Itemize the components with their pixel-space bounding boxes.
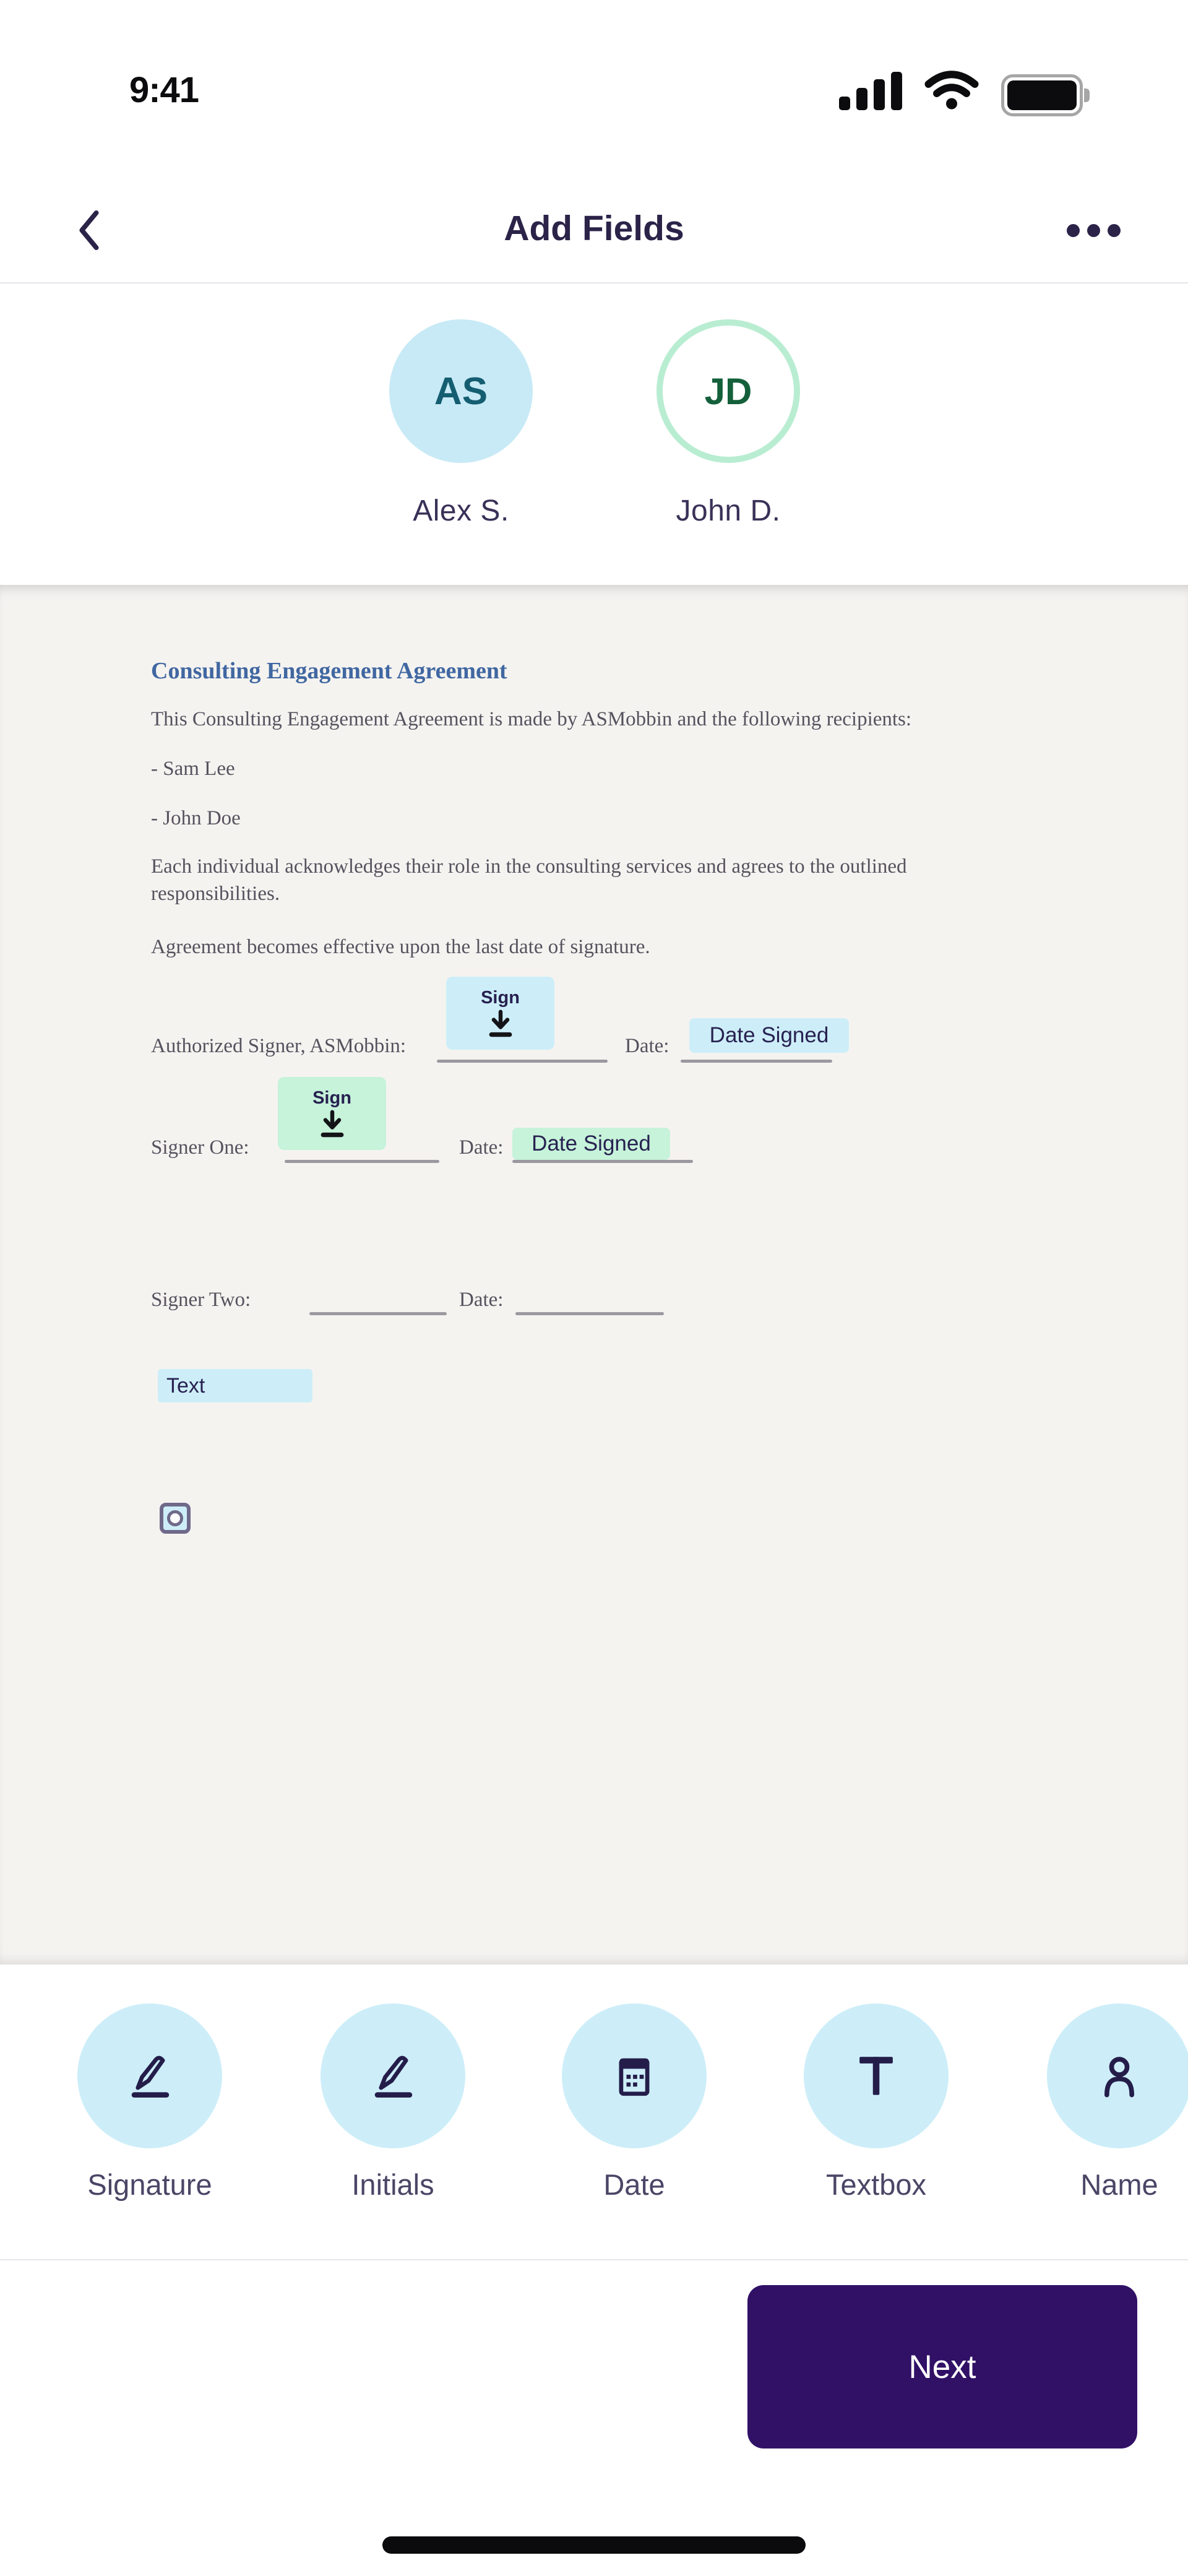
document-list-item: - John Doe: [151, 807, 241, 829]
date-signed-field-blue[interactable]: Date Signed: [689, 1018, 849, 1053]
home-indicator[interactable]: [382, 2536, 806, 2554]
recipient-avatar-alex[interactable]: [389, 319, 533, 463]
tool-signature-button[interactable]: [77, 2003, 222, 2148]
tool-label-textbox: Textbox: [826, 2168, 926, 2201]
document-paragraph: Agreement becomes effective upon the last date of signature.: [151, 936, 650, 958]
tool-name-button[interactable]: [1047, 2003, 1188, 2148]
signature-field-green[interactable]: Sign: [278, 1077, 386, 1150]
date-label: Date:: [459, 1136, 504, 1159]
letter-t-icon: [846, 2046, 906, 2106]
document-paragraph: Each individual acknowledges their role in the consulting services and agrees to the outlined responsibilities.: [151, 855, 907, 905]
tool-label-initials: Initials: [351, 2168, 434, 2201]
ellipsis-icon: [1067, 224, 1080, 237]
checkbox-field[interactable]: [160, 1503, 191, 1534]
more-options-button[interactable]: [1059, 204, 1127, 256]
recipient-name-john: John D.: [676, 495, 781, 527]
signature-line: [309, 1312, 447, 1315]
document-intro: This Consulting Engagement Agreement is made by ASMobbin and the following recipients:: [151, 708, 912, 730]
date-line: [515, 1312, 664, 1315]
tool-initials-button[interactable]: [321, 2003, 465, 2148]
signer-row-label: Signer One:: [151, 1136, 249, 1159]
document-canvas: [0, 585, 1188, 1964]
recipient-name-alex: Alex S.: [413, 495, 509, 527]
person-icon: [1090, 2046, 1149, 2106]
tool-label-name: Name: [1080, 2168, 1158, 2201]
date-line: [512, 1160, 693, 1163]
document-list-item: - Sam Lee: [151, 758, 235, 780]
date-label: Date:: [625, 1035, 669, 1057]
toolbar-divider: [0, 2259, 1188, 2260]
text-field[interactable]: Text: [158, 1369, 312, 1403]
date-line: [681, 1060, 832, 1063]
download-arrow-icon: [486, 1009, 515, 1039]
download-arrow-icon: [318, 1110, 346, 1139]
document-title: Consulting Engagement Agreement: [151, 658, 507, 684]
back-button[interactable]: [67, 204, 110, 256]
signature-line: [285, 1160, 439, 1163]
wifi-icon: [923, 69, 980, 113]
cellular-signal-icon: [839, 72, 903, 110]
signer-row-label: Authorized Signer, ASMobbin:: [151, 1035, 407, 1057]
signature-field-blue[interactable]: Sign: [446, 977, 554, 1050]
tool-textbox-button[interactable]: [804, 2003, 949, 2148]
page-title: Add Fields: [504, 209, 684, 248]
signer-row-label: Signer Two:: [151, 1289, 251, 1311]
chevron-left-icon: [75, 209, 102, 251]
status-time: 9:41: [129, 70, 199, 110]
signature-line: [437, 1060, 608, 1063]
tool-label-date: Date: [603, 2168, 665, 2201]
radio-dot-icon: [167, 1510, 183, 1526]
tool-label-signature: Signature: [87, 2168, 212, 2201]
date-signed-field-green[interactable]: Date Signed: [512, 1128, 670, 1160]
calendar-icon: [605, 2046, 664, 2106]
pen-icon: [120, 2046, 179, 2106]
battery-icon: [1001, 74, 1083, 116]
pen-icon: [363, 2046, 423, 2106]
avatar-initials: AS: [434, 370, 488, 413]
avatar-initials: JD: [704, 370, 752, 412]
next-button[interactable]: Next: [747, 2285, 1137, 2448]
header-divider: [0, 282, 1188, 283]
date-label: Date:: [459, 1289, 504, 1311]
recipient-avatar-john[interactable]: [656, 319, 800, 463]
tool-date-button[interactable]: [562, 2003, 707, 2148]
